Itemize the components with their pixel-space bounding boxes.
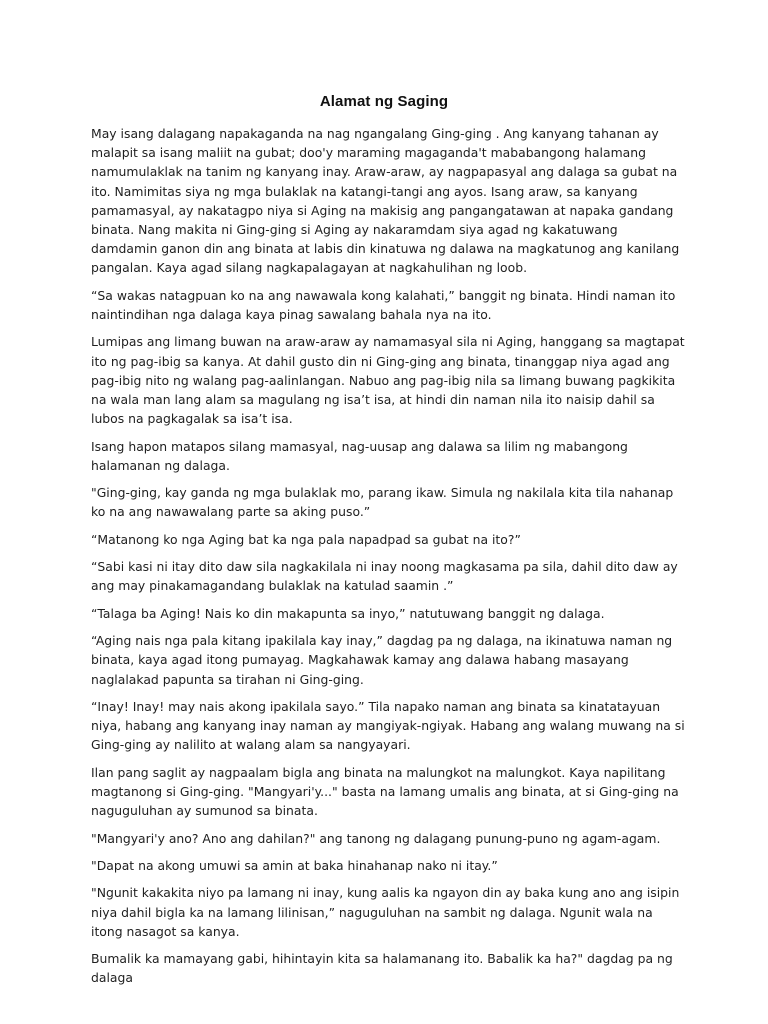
- paragraph: “Talaga ba Aging! Nais ko din makapunta sa inyo,” natutuwang banggit ng dalaga.: [91, 605, 605, 621]
- paragraph: "Ging-ging, kay ganda ng mga bulaklak mo, parang ikaw. Simula ng nakilala kita tila nahanap ko na ang nawawalang parte sa aking puso.”: [91, 485, 674, 520]
- document-title: Alamat ng Saging: [319, 93, 449, 110]
- paragraph: Bumalik ka mamayang gabi, hihintayin kita sa halamanang ito. Babalik ka ha?" dagdag pa ng dalaga: [91, 951, 673, 986]
- paragraph: Isang hapon matapos silang mamasyal, nag-uusap ang dalawa sa lilim ng mabangong halamanan ng dalaga.: [91, 438, 628, 473]
- paragraph: “Aging nais nga pala kitang ipakilala kay inay,” dagdag pa ng dalaga, na ikinatuwa naman ng binata, kaya agad itong pumayag. Magkahawak kamay ang dalawa habang masayang naglalakad papunta sa tirahan ni Ging-ging.: [91, 633, 673, 687]
- paragraph: Lumipas ang limang buwan na araw-araw ay namamasyal sila ni Aging, hanggang sa magtapat ito ng pag-ibig sa kanya. At dahil gusto din ni Ging-ging ang binata, tinanggap niya agad ang pag-ibig nito ng walang pag-aalinlangan. Nabuo ang pag-ibig nila sa limang buwang pagkikita na wala man lang alam sa magulang ng isa’t isa, at hindi din naman nila ito naisip dahil sa lubos na pagkagalak sa isa’t isa.: [91, 334, 685, 427]
- paragraph: Ilan pang saglit ay nagpaalam bigla ang binata na malungkot na malungkot. Kaya napilitang magtanong si Ging-ging. "Mangyari'y..." basta na lamang umalis ang binata, at si Ging-ging na naguguluhan ay sumunod sa binata.: [91, 764, 679, 819]
- paragraph: "Ngunit kakakita niyo pa lamang ni inay, kung aalis ka ngayon din ay baka kung ano ang isipin niya dahil bigla ka na lamang lilinisan,” naguguluhan na sambit ng dalaga. Ngunit wala na itong nasagot sa kanya.: [91, 885, 680, 939]
- paragraph: “Matanong ko nga Aging bat ka nga pala napadpad sa gubat na ito?”: [91, 531, 521, 547]
- paragraph: "Mangyari'y ano? Ano ang dahilan?" ang tanong ng dalagang punung-puno ng agam-agam.: [91, 830, 661, 846]
- paragraph: May isang dalagang napakaganda na nag ngangalang Ging-ging . Ang kanyang tahanan ay malapit sa isang maliit na gubat; doo'y maraming magaganda't mababangong halamang namumulaklak na tanim ng kanyang inay. Araw-araw, ay nagpapasyal ang dalaga sa gubat na ito. Namimitas siya ng mga bulaklak na katangi-tangi ang ayos. Isang araw, sa kanyang pamamasyal, ay nakatagpo niya si Aging na makisig ang pangangatawan at napaka gandang binata. Nang makita ni Ging-ging si Aging ay nakaramdam siya agad ng kakatuwang damdamin ganon din ang binata at labis din kinatuwa ng dalawa na magkatunog ang kanilang pangalan. Kaya agad silang nagkapalagayan at nagkahulihan ng loob.: [91, 126, 680, 276]
- paragraph: "Dapat na akong umuwi sa amin at baka hinahanap nako ni itay.”: [91, 857, 498, 873]
- paragraph: “Sabi kasi ni itay dito daw sila nagkakilala ni inay noong magkasama pa sila, dahil dito daw ay ang may pinakamagandang bulaklak na katulad saamin .”: [91, 559, 678, 594]
- paragraph: “Inay! Inay! may nais akong ipakilala sayo.” Tila napako naman ang binata sa kinatatayuan niya, habang ang kanyang inay naman ay mangiyak-ngiyak. Habang ang walang muwang na si Ging-ging ay nalilito at walang alam sa nangyayari.: [91, 698, 685, 753]
- document-body: [91, 124, 687, 996]
- paragraph: “Sa wakas natagpuan ko na ang nawawala kong kalahati,” banggit ng binata. Hindi naman ito naintindihan nga dalaga kaya pinag sawalang bahala nya na ito.: [91, 287, 676, 323]
